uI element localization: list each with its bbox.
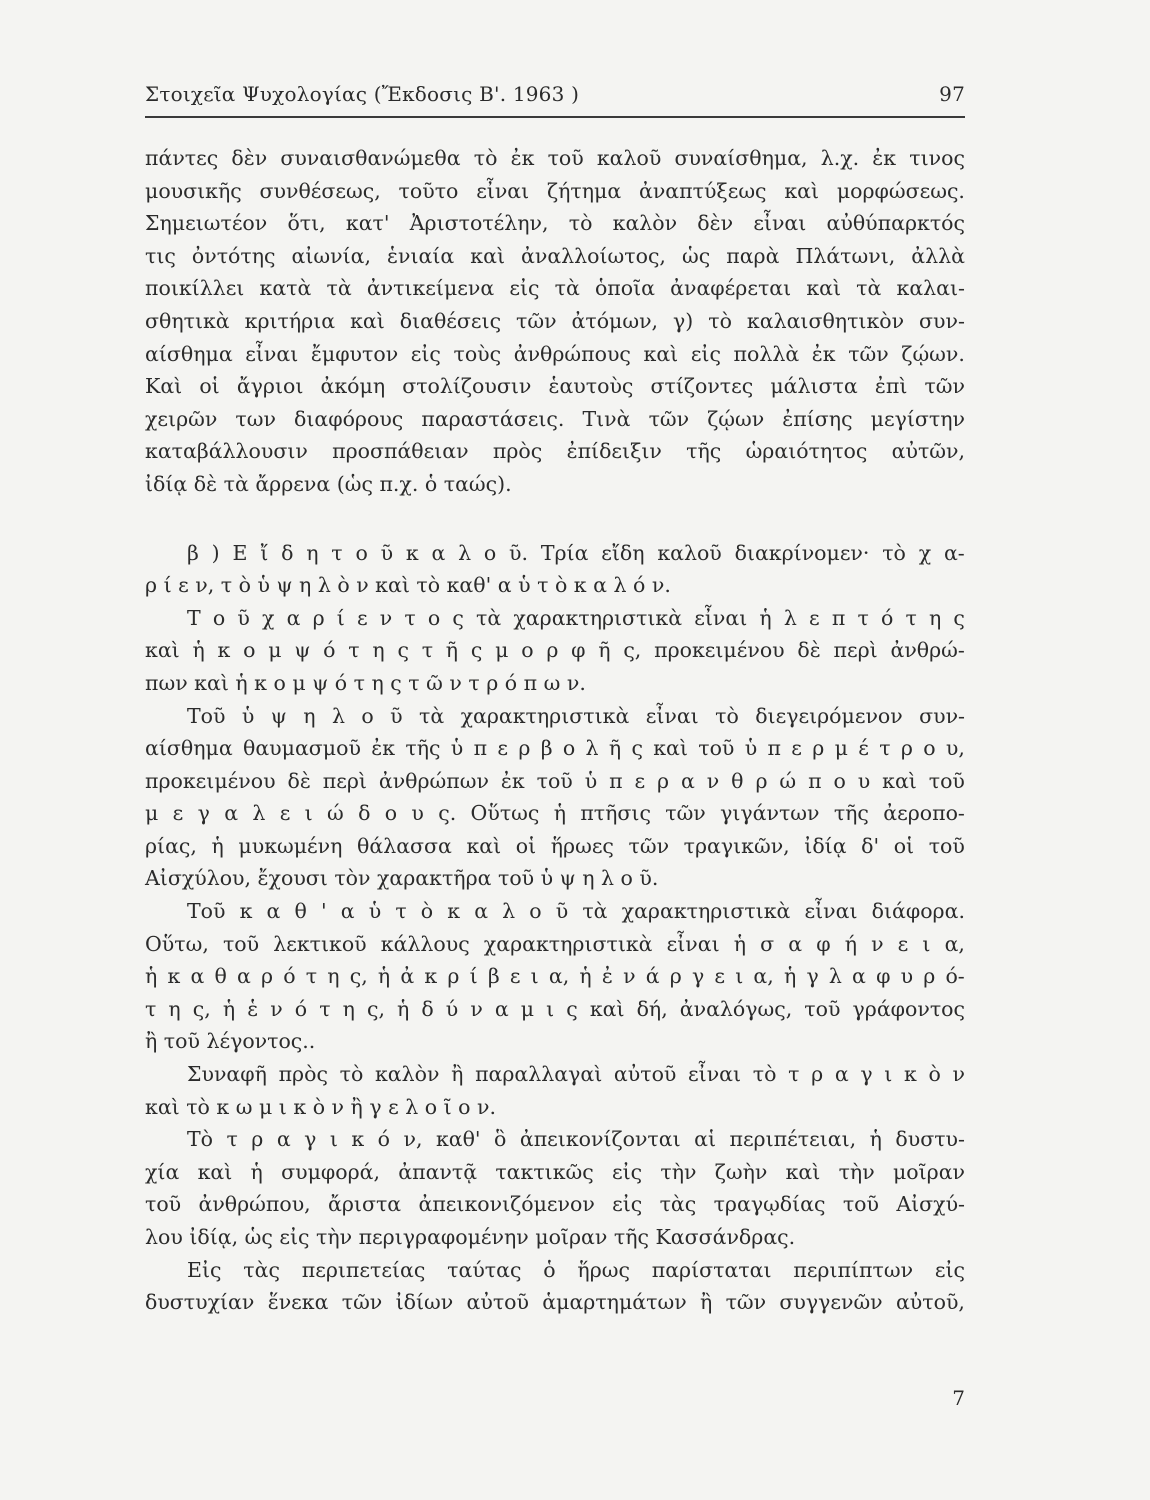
text-line: χία καὶ ἡ συμφορά, ἀπαντᾷ τακτικῶς εἰς τὴν ζωὴν καὶ τὴν μοῖραν [145, 1159, 965, 1184]
body-text [145, 142, 965, 1319]
text-line: ρίας, ἡ μυκωμένη θάλασσα καὶ οἱ ἥρωες τῶν τραγικῶν, ἰδίᾳ δ' οἱ τοῦ [145, 833, 965, 858]
text-line: μουσικῆς συνθέσεως, τοῦτο εἶναι ζήτημα ἀναπτύξεως καὶ μορφώσεως. [145, 178, 965, 203]
text-line: Τοῦ ὑ ψ η λ ο ῦ τὰ χαρακτηριστικὰ εἶναι τὸ διεγειρόμενον συν- [187, 703, 965, 728]
text-line: β ) Ε ἴ δ η τ ο ῦ κ α λ ο ῦ. Τρία εἴδη καλοῦ διακρίνομεν· τὸ χ α- [187, 540, 965, 565]
text-line: Συναφῆ πρὸς τὸ καλὸν ἢ παραλλαγαὶ αὐτοῦ εἶναι τὸ τ ρ α γ ι κ ὸ ν [187, 1062, 965, 1087]
text-line: λου ἰδίᾳ, ὡς εἰς τὴν περιγραφομένην μοῖραν τῆς Κασσάνδρας. [145, 1225, 796, 1249]
text-line: πων καὶ ἡ κ ο μ ψ ό τ η ς τ ῶ ν τ ρ ό π ω ν. [145, 670, 586, 695]
text-line: Τοῦ κ α θ ' α ὑ τ ὸ κ α λ ο ῦ τὰ χαρακτηριστικὰ εἶναι διάφορα. [187, 899, 965, 924]
text-line: ἢ τοῦ λέγοντος.. [145, 1029, 316, 1054]
running-header [145, 82, 965, 112]
text-line: τις ὀντότης αἰωνία, ἑνιαία καὶ ἀναλλοίωτος, ὡς παρὰ Πλάτωνι, ἀλλὰ [145, 243, 965, 268]
header-rule [145, 116, 965, 118]
text-line: δυστυχίαν ἕνεκα τῶν ἰδίων αὐτοῦ ἁμαρτημάτων ἢ τῶν συγγενῶν αὐτοῦ, [145, 1290, 965, 1315]
text-line: Αἰσχύλου, ἔχουσι τὸν χαρακτῆρα τοῦ ὑ ψ η λ ο ῦ. [145, 866, 659, 891]
text-line: Οὕτω, τοῦ λεκτικοῦ κάλλους χαρακτηριστικὰ εἶναι ἡ σ α φ ή ν ε ι α, [145, 931, 965, 956]
text-line: προκειμένου δὲ περὶ ἀνθρώπων ἐκ τοῦ ὑ π ε ρ α ν θ ρ ώ π ο υ καὶ τοῦ [145, 768, 965, 793]
text-line: ποικίλλει κατὰ τὰ ἀντικείμενα εἰς τὰ ὁποῖα ἀναφέρεται καὶ τὰ καλαι- [145, 276, 965, 301]
page-number: 97 [939, 82, 965, 106]
header-title: Στοιχεῖα Ψυχολογίας (Ἔκδοσις Β'. 1963 ) [145, 82, 580, 106]
text-line: πάντες δὲν συναισθανώμεθα τὸ ἐκ τοῦ καλοῦ συναίσθημα, λ.χ. ἐκ τινος [145, 146, 965, 170]
text-line: καὶ τὸ κ ω μ ι κ ὸ ν ἢ γ ε λ ο ῖ ο ν. [145, 1094, 496, 1119]
text-line: μ ε γ α λ ε ι ώ δ ο υ ς. Οὕτως ἡ πτῆσις τῶν γιγάντων τῆς ἀεροπο- [145, 801, 965, 826]
text-line: Εἰς τὰς περιπετείας ταύτας ὁ ἥρως παρίσταται περιπίπτων εἰς [187, 1257, 965, 1282]
text-line: Καὶ οἱ ἄγριοι ἀκόμη στολίζουσιν ἑαυτοὺς στίζοντες μάλιστα ἐπὶ τῶν [145, 374, 965, 399]
text-line: Τ ο ῦ χ α ρ ί ε ν τ ο ς τὰ χαρακτηριστικὰ εἶναι ἡ λ ε π τ ό τ η ς [187, 605, 965, 630]
text-line: καὶ ἡ κ ο μ ψ ό τ η ς τ ῆ ς μ ο ρ φ ῆ ς, προκειμένου δὲ περὶ ἀνθρώ- [145, 638, 965, 663]
text-line: ρ ί ε ν, τ ὸ ὑ ψ η λ ὸ ν καὶ τὸ καθ' α ὑ τ ὸ κ α λ ό ν. [145, 573, 671, 598]
text-line: τ η ς, ἡ ἑ ν ό τ η ς, ἡ δ ύ ν α μ ι ς καὶ δή, ἀναλόγως, τοῦ γράφοντος [145, 996, 965, 1021]
text-line: τοῦ ἀνθρώπου, ἄριστα ἀπεικονιζόμενον εἰς τὰς τραγῳδίας τοῦ Αἰσχύ- [145, 1192, 965, 1217]
signature-number: 7 [952, 1386, 965, 1410]
text-line: Τὸ τ ρ α γ ι κ ό ν, καθ' ὃ ἀπεικονίζονται αἱ περιπέτειαι, ἡ δυστυ- [187, 1127, 965, 1152]
text-line: χειρῶν των διαφόρους παραστάσεις. Τινὰ τῶν ζῴων ἐπίσης μεγίστην [145, 406, 965, 431]
text-line: σθητικὰ κριτήρια καὶ διαθέσεις τῶν ἀτόμων, γ) τὸ καλαισθητικὸν συν- [145, 308, 965, 333]
text-line: ἰδίᾳ δὲ τὰ ἄρρενα (ὡς π.χ. ὁ ταώς). [145, 471, 512, 496]
text-line: Σημειωτέον ὅτι, κατ' Ἀριστοτέλην, τὸ καλὸν δὲν εἶναι αὐθύπαρκτός [145, 211, 965, 236]
text-line: καταβάλλουσιν προσπάθειαν πρὸς ἐπίδειξιν τῆς ὡραιότητος αὐτῶν, [145, 439, 965, 464]
text-line: αίσθημα θαυμασμοῦ ἐκ τῆς ὑ π ε ρ β ο λ ῆ ς καὶ τοῦ ὑ π ε ρ μ έ τ ρ ο υ, [145, 736, 965, 761]
section-gap [145, 501, 965, 537]
text-line: ἡ κ α θ α ρ ό τ η ς, ἡ ἀ κ ρ ί β ε ι α, ἡ ἐ ν ά ρ γ ε ι α, ἡ γ λ α φ υ ρ ό- [145, 964, 965, 989]
text-line: αίσθημα εἶναι ἔμφυτον εἰς τοὺς ἀνθρώπους καὶ εἰς πολλὰ ἐκ τῶν ζῴων. [145, 341, 965, 366]
